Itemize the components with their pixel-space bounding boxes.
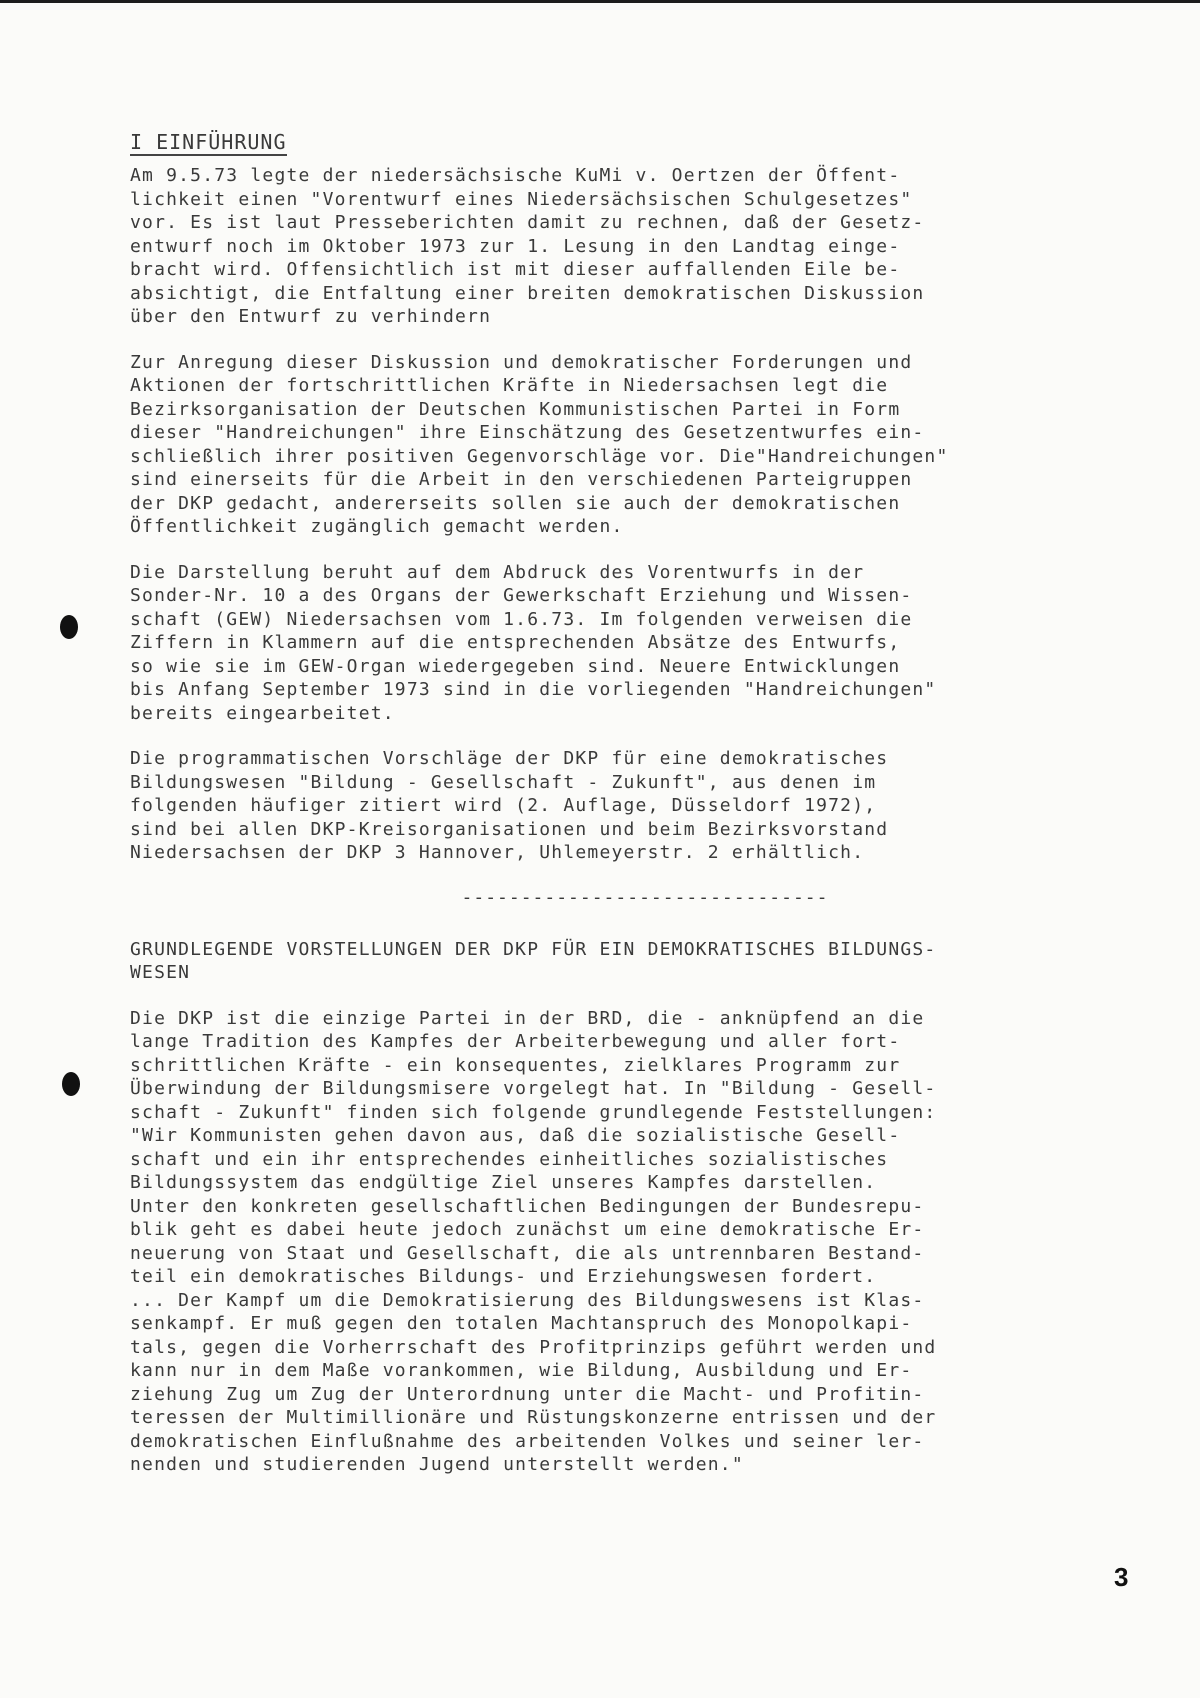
paragraph-intro: Am 9.5.73 legte der niedersächsische KuMi v. Oertzen der Öffent- lichkeit einen "Vorentwurf eines Niedersächsischen Schulgesetzes" vor. Es ist laut Presseberichten damit zu rechnen, daß der Gesetz- entwurf noch im Oktober 1973 zur 1. Lesung in den Landtag einge- bracht wird. Offensichtlich ist mit dieser auffallenden Eile be- absichtigt, die Entfaltung einer breiten demokratischen Diskussion über den Entwurf zu verhindern	[130, 165, 925, 327]
document-page	[130, 130, 1120, 1499]
punch-hole-bottom	[62, 1072, 80, 1096]
paragraph-source: Die Darstellung beruht auf dem Abdruck des Vorentwurfs in der Sonder-Nr. 10 a des Organs der Gewerkschaft Erziehung und Wissen- schaft (GEW) Niedersachsen vom 1.6.73. Im folgenden verweisen die Ziffern in Klammern auf die entsprechenden Absätze des Entwurfs, so wie sie im GEW-Organ wiedergegeben sind. Neuere Entwicklungen bis Anfang September 1973 sind in die vorliegenden "Handreichungen" bereits eingearbeitet.	[130, 561, 937, 724]
paragraph-programme: Die programmatischen Vorschläge der DKP für eine demokratisches Bildungswesen "Bildung - Gesellschaft - Zukunft", aus denen im folgenden häufiger zitiert wird (2. Auflage, Düsseldorf 1972), sind bei allen DKP-Kreisorganisationen und beim Bezirksvorstand Niedersachsen der DKP 3 Hannover, Uhlemeyerstr. 2 erhältlich.	[130, 748, 889, 863]
punch-hole-top	[60, 615, 78, 639]
page-number: 3	[1114, 1562, 1129, 1592]
section-heading-einfuehrung: I EINFÜHRUNG	[130, 130, 287, 154]
paragraph-dkp-programme: Die DKP ist die einzige Partei in der BRD, die - anknüpfend an die lange Tradition des Kampfes der Arbeiterbewegung und aller fort- schrittlichen Kräfte - ein konsequentes, zielklares Programm zur Überwindung der Bildungsmisere vorgelegt hat. In "Bildung - Gesell- schaft - Zukunft" finden sich folgende grundlegende Feststellungen: "Wir Kommunisten gehen davon aus, daß die sozialistische Gesell- schaft und ein ihr entsprechendes einheitliches sozialistisches Bildungssystem das endgültige Ziel unseres Kampfes darstellen. Unter den konkreten gesellschaftlichen Bedingungen der Bundesrepu- blik geht es dabei heute jedoch zunächst um eine demokratische Er- neuerung von Staat und Gesellschaft, die als untrennbaren Bestand- teil ein demokratisches Bildungs- und Erziehungswesen fordert. ... Der Kampf um die Demokratisierung des Bildungswesens ist Klas- senkampf. Er muß gegen den totalen Machtanspruch des Monopolkapi- tals, gegen die Vorherrschaft des Profitprinzips geführt werden und kann nur in dem Maße vorankommen, wie Bildung, Ausbildung und Er- ziehung Zug um Zug der Unterordnung unter die Macht- und Profitin- teressen der Multimillionäre und Rüstungskonzerne entrissen und der demokratischen Einflußnahme des arbeitenden Volkes und seiner ler- nenden und studierenden Jugend unterstellt werden."	[130, 1007, 937, 1475]
dashed-separator: -------------------------------	[461, 886, 829, 908]
paragraph-purpose: Zur Anregung dieser Diskussion und demokratischer Forderungen und Aktionen der fortschrittlichen Kräfte in Niedersachsen legt die Bezirksorganisation der Deutschen Kommunistischen Partei in Form dieser "Handreichungen" ihre Einschätzung des Gesetzentwurfes ein- schließlich ihrer positiven Gegenvorschläge vor. Die"Handreichungen" sind einerseits für die Arbeit in den verschiedenen Parteigruppen der DKP gedacht, andererseits sollen sie auch der demokratischen Öffentlichkeit zugänglich gemacht werden.	[130, 351, 949, 537]
scan-top-edge	[0, 0, 1200, 3]
section-title-grundlegende: GRUNDLEGENDE VORSTELLUNGEN DER DKP FÜR EIN DEMOKRATISCHES BILDUNGS- WESEN	[130, 938, 937, 983]
